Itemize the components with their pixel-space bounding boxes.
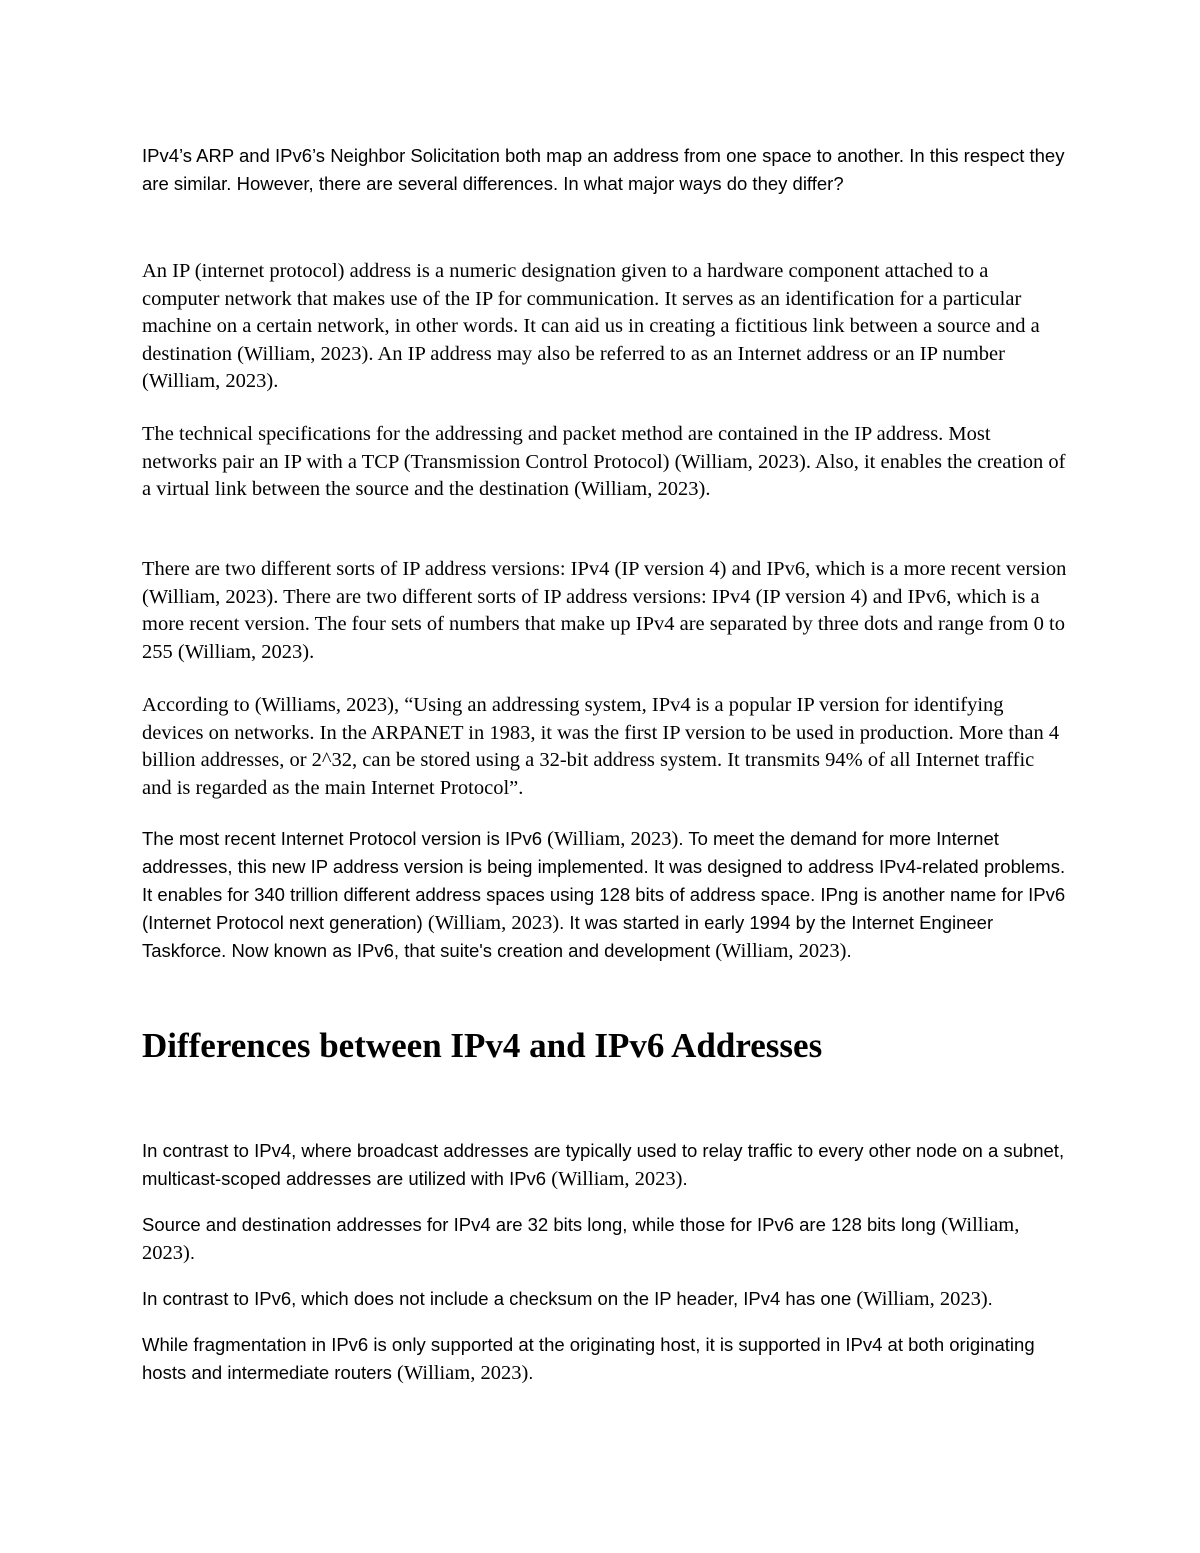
paragraph-ipv6-part-e: . It was started in early 1994 by the Internet Engineer Taskforce. Now known as IPv6, that suite's creation and development xyxy=(142,912,994,961)
difference-end: . xyxy=(682,1168,688,1189)
paragraph-ipv6-part-g: . xyxy=(846,940,852,961)
paragraph-ip-versions: There are two different sorts of IP address versions: IPv4 (IP version 4) and IPv6, which is a more recent version (William, 2023). There are two different sorts of IP address versions: IPv4 (IP version 4) and IPv6, which is a more recent version. The four sets of numbers that make up IPv4 are separated by three dots and range from 0 to 255 (William, 2023). xyxy=(142,558,1067,663)
paragraph-ipv6-part-a: The most recent Internet Protocol version is IPv6 xyxy=(142,828,548,849)
difference-item xyxy=(142,1285,1067,1313)
paragraph-ip-definition: An IP (internet protocol) address is a numeric designation given to a hardware component attached to a computer network that makes use of the IP for communication. It serves as an identification for a particular machine on a certain network, in other words. It can aid us in creating a fictitious link between a source and a destination (William, 2023). An IP address may also be referred to as an Internet address or an IP number (William, 2023). xyxy=(142,260,1040,392)
citation: (William, 2023) xyxy=(856,1288,988,1310)
difference-end: . xyxy=(987,1288,993,1309)
section-heading: Differences between IPv4 and IPv6 Addresses xyxy=(142,1026,823,1065)
citation: (William, 2023) xyxy=(427,912,560,934)
difference-text: Source and destination addresses for IPv4 are 32 bits long, while those for IPv6 are 128 bits long xyxy=(142,1214,942,1235)
paragraph-technical-specs: The technical specifications for the addressing and packet method are contained in the IP address. Most networks pair an IP with a TCP (Transmission Control Protocol) (William, 2023). Also, it enables the creation of a virtual link between the source and the destination (William, 2023). xyxy=(142,423,1066,500)
difference-end: . xyxy=(528,1362,534,1383)
citation: (William, 2023) xyxy=(551,1168,683,1190)
citation: (William, 2023) xyxy=(142,1214,1020,1264)
question-text: IPv4’s ARP and IPv6’s Neighbor Solicitation both map an address from one space to another. In this respect they are similar. However, there are several differences. In what major ways do they differ? xyxy=(142,145,1065,194)
difference-text: In contrast to IPv4, where broadcast addresses are typically used to relay traffic to every other node on a subnet, multicast-scoped addresses are utilized with IPv6 xyxy=(142,1140,1065,1189)
paragraph-ipv4-quote: According to (Williams, 2023), “Using an addressing system, IPv4 is a popular IP version for identifying devices on networks. In the ARPANET in 1983, it was the first IP version to be used in production. More than 4 billion addresses, or 2^32, can be stored using a 32-bit address system. It transmits 94% of all Internet traffic and is regarded as the main Internet Protocol”. xyxy=(142,694,1060,799)
difference-text: In contrast to IPv6, which does not include a checksum on the IP header, IPv4 has one xyxy=(142,1288,857,1309)
paragraph-ipv6-part-c: . To meet the demand for more Internet addresses, this new IP address version is being implemented. It was designed to address IPv4-related problems. It enables for 340 trillion different address spaces using 128 bits of address space. IPng is another name for IPv6 (Internet Protocol next generation) xyxy=(142,828,1066,933)
difference-item xyxy=(142,1137,1067,1193)
difference-text: While fragmentation in IPv6 is only supported at the originating host, it is supported in IPv4 at both originating hosts and intermediate routers xyxy=(142,1334,1035,1383)
difference-item xyxy=(142,1211,1067,1267)
difference-item xyxy=(142,1331,1067,1387)
paragraph-ipv6 xyxy=(142,825,1067,965)
citation: (William, 2023) xyxy=(547,828,679,850)
difference-end: . xyxy=(189,1242,195,1263)
citation: (William, 2023) xyxy=(715,940,847,962)
citation: (William, 2023) xyxy=(397,1362,529,1384)
